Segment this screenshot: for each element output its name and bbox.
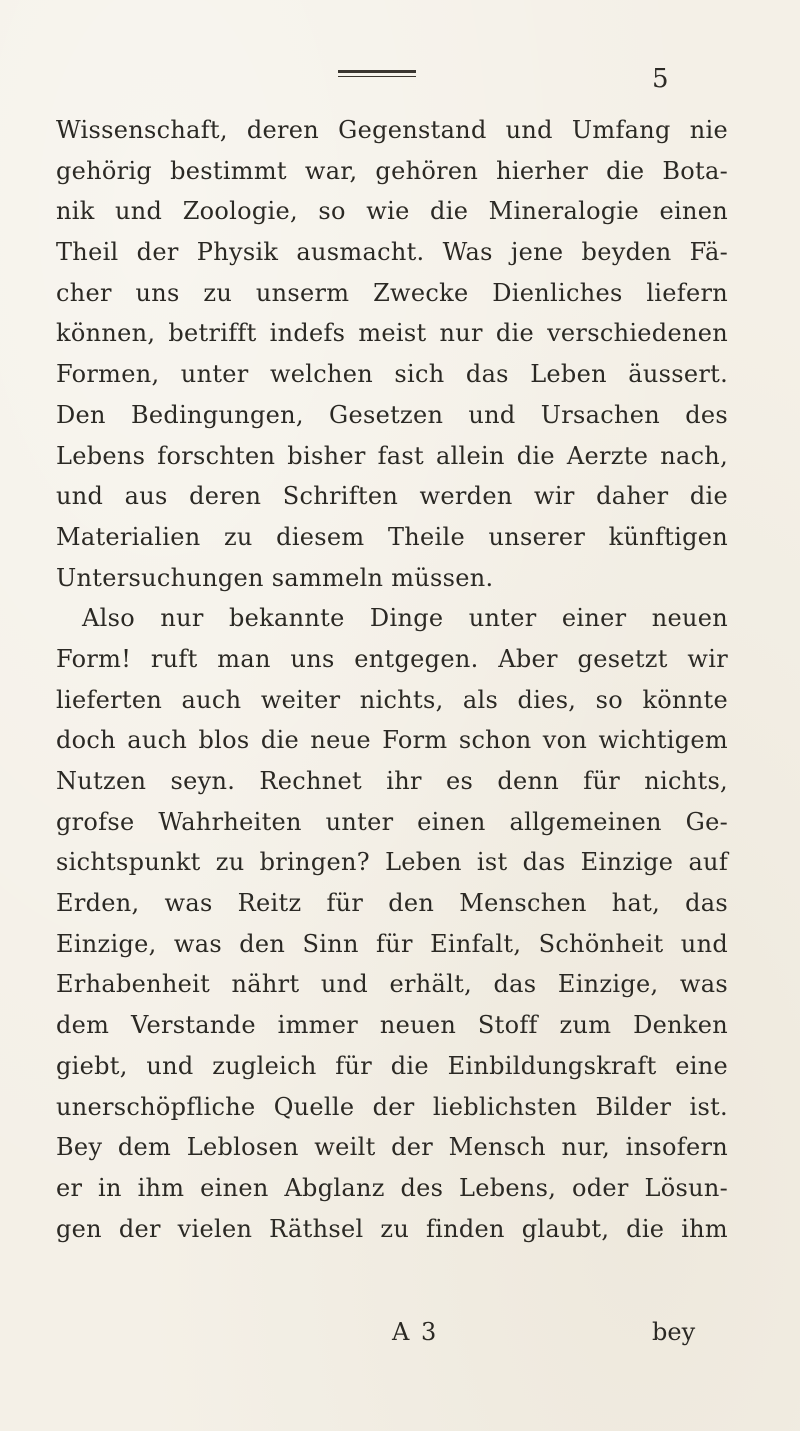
text-line: Den Bedingungen, Gesetzen und Ursachen des [56,400,728,429]
text-line: Formen, unter welchen sich das Leben äussert. [56,360,728,389]
text-line: Theil der Physik ausmacht. Was jene beyden Fä- [56,238,728,267]
text-line: lieferten auch weiter nichts, als dies, so könnte [56,685,728,714]
text-line: Bey dem Leblosen weilt der Mensch nur, insofern [56,1133,728,1162]
text-line: nik und Zoologie, so wie die Mineralogie einen [56,197,728,226]
text-line: Materialien zu diesem Theile unserer künftigen [56,522,728,551]
body-text [56,110,728,1249]
text-line: Form! ruft man uns entgegen. Aber gesetzt wir [56,644,728,673]
text-line: unerschöpfliche Quelle der lieblichsten Bilder ist. [56,1092,728,1121]
text-line: Wissenschaft, deren Gegenstand und Umfang nie [56,116,728,144]
text-line: können, betrifft indefs meist nur die verschiedenen [56,319,728,348]
text-line: Erden, was Reitz für den Menschen hat, das [56,889,728,918]
catchword: bey [652,1318,696,1346]
text-line: sichtspunkt zu bringen? Leben ist das Einzige auf [56,848,728,877]
text-line: Untersuchungen sammeln müssen. [56,563,494,592]
signature-mark: A 3 [392,1318,439,1346]
text-line: Also nur bekannte Dinge unter einer neuen [82,604,728,633]
text-line: giebt, und zugleich für die Einbildungskraft eine [56,1051,728,1080]
text-line: Einzige, was den Sinn für Einfalt, Schönheit und [56,929,728,958]
page-number: 5 [652,64,669,94]
text-line: grofse Wahrheiten unter einen allgemeinen Ge- [56,807,728,836]
text-line: und aus deren Schriften werden wir daher die [56,482,728,511]
text-line: Nutzen seyn. Rechnet ihr es denn für nichts, [56,767,728,795]
text-line: Lebens forschten bisher fast allein die Aerzte nach, [56,441,728,470]
text-line: Erhabenheit nährt und erhält, das Einzige, was [56,970,728,999]
header-rule [338,70,416,77]
text-line: doch auch blos die neue Form schon von wichtigem [56,726,728,755]
text-line: dem Verstande immer neuen Stoff zum Denken [56,1011,728,1040]
text-line: gehörig bestimmt war, gehören hierher die Bota- [56,156,728,185]
text-line: er in ihm einen Abglanz des Lebens, oder Lösun- [56,1173,728,1202]
text-line: cher uns zu unserm Zwecke Dienliches liefern [56,278,728,307]
text-line: gen der vielen Räthsel zu finden glaubt, die ihm [56,1214,728,1243]
